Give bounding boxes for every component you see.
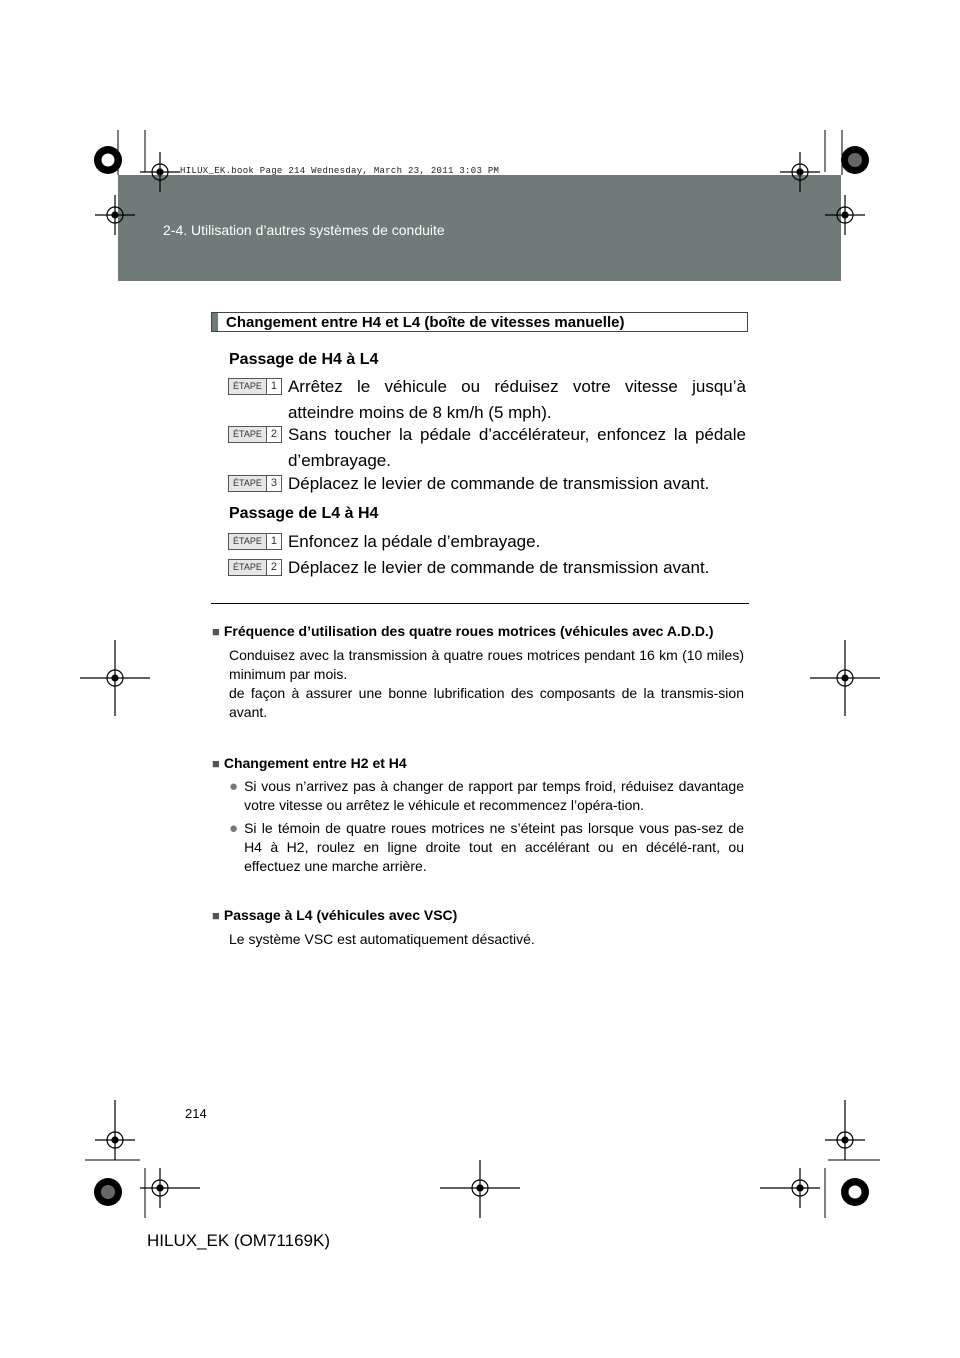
square-bullet-icon: ■ — [212, 908, 220, 923]
l4-to-h4-title: Passage de L4 à H4 — [229, 505, 379, 522]
note-body: Conduisez avec la transmission à quatre roues motrices pendant 16 km (10 miles) minimum par mois. — [229, 647, 744, 682]
note-body: de façon à assurer une bonne lubrification des composants de la transmis-sion avant. — [229, 685, 744, 720]
step-text: Déplacez le levier de commande de transmission avant. — [287, 474, 710, 493]
step-text: Sans toucher la pédale d’accélérateur, enfoncez la pédale d’embrayage. — [287, 425, 746, 470]
note-title: ■ Fréquence d’utilisation des quatre roues motrices (véhicules avec A.D.D.) — [212, 623, 714, 639]
step-badge: ÉTAPE 3 — [228, 475, 282, 492]
step-text: Arrêtez le véhicule ou réduisez votre vitesse jusqu’à atteindre moins de 8 km/h (5 mph). — [287, 377, 746, 422]
step-badge: ÉTAPE 1 — [228, 378, 282, 395]
h4-to-l4-title: Passage de H4 à L4 — [229, 351, 379, 368]
step-badge: ÉTAPE 2 — [228, 426, 282, 443]
note-title: ■ Passage à L4 (véhicules avec VSC) — [212, 907, 458, 923]
note-body: Le système VSC est automatiquement désactivé. — [229, 931, 535, 947]
note-title: ■ Changement entre H2 et H4 — [212, 755, 407, 771]
square-bullet-icon: ■ — [212, 624, 220, 639]
square-bullet-icon: ■ — [212, 756, 220, 771]
step-text: Déplacez le levier de commande de transmission avant. — [287, 558, 710, 577]
page-number: 214 — [185, 1106, 207, 1121]
heading-text: Changement entre H4 et L4 (boîte de vitesses manuelle) — [226, 313, 625, 331]
circle-bullet-icon: ● — [229, 820, 239, 837]
crosshair-targets — [80, 152, 880, 1218]
section-title: 2-4. Utilisation d’autres systèmes de conduite — [163, 222, 445, 238]
bullet-item: ● Si vous n’arrivez pas à changer de rapport par temps froid, réduisez davantage votre vitesse ou arrêtez le véhicule et recommencez l’opéra-tion. — [229, 778, 744, 813]
circle-bullet-icon: ● — [229, 778, 239, 795]
starburst-marks — [94, 146, 869, 1206]
step-text: Enfoncez la pédale d’embrayage. — [287, 532, 541, 551]
step-badge: ÉTAPE 2 — [228, 559, 282, 576]
footer-code: HILUX_EK (OM71169K) — [147, 1231, 330, 1250]
step-badge: ÉTAPE 1 — [228, 533, 282, 550]
bullet-item: ● Si le témoin de quatre roues motrices ne s’éteint pas lorsque vous pas-sez de H4 à H2, roulez en ligne droite tout en accélérant ou en décélé-rant, ou effectuez une marche arrière. — [229, 820, 744, 874]
book-stamp: HILUX_EK.book Page 214 Wednesday, March 23, 2011 3:03 PM — [180, 166, 500, 176]
